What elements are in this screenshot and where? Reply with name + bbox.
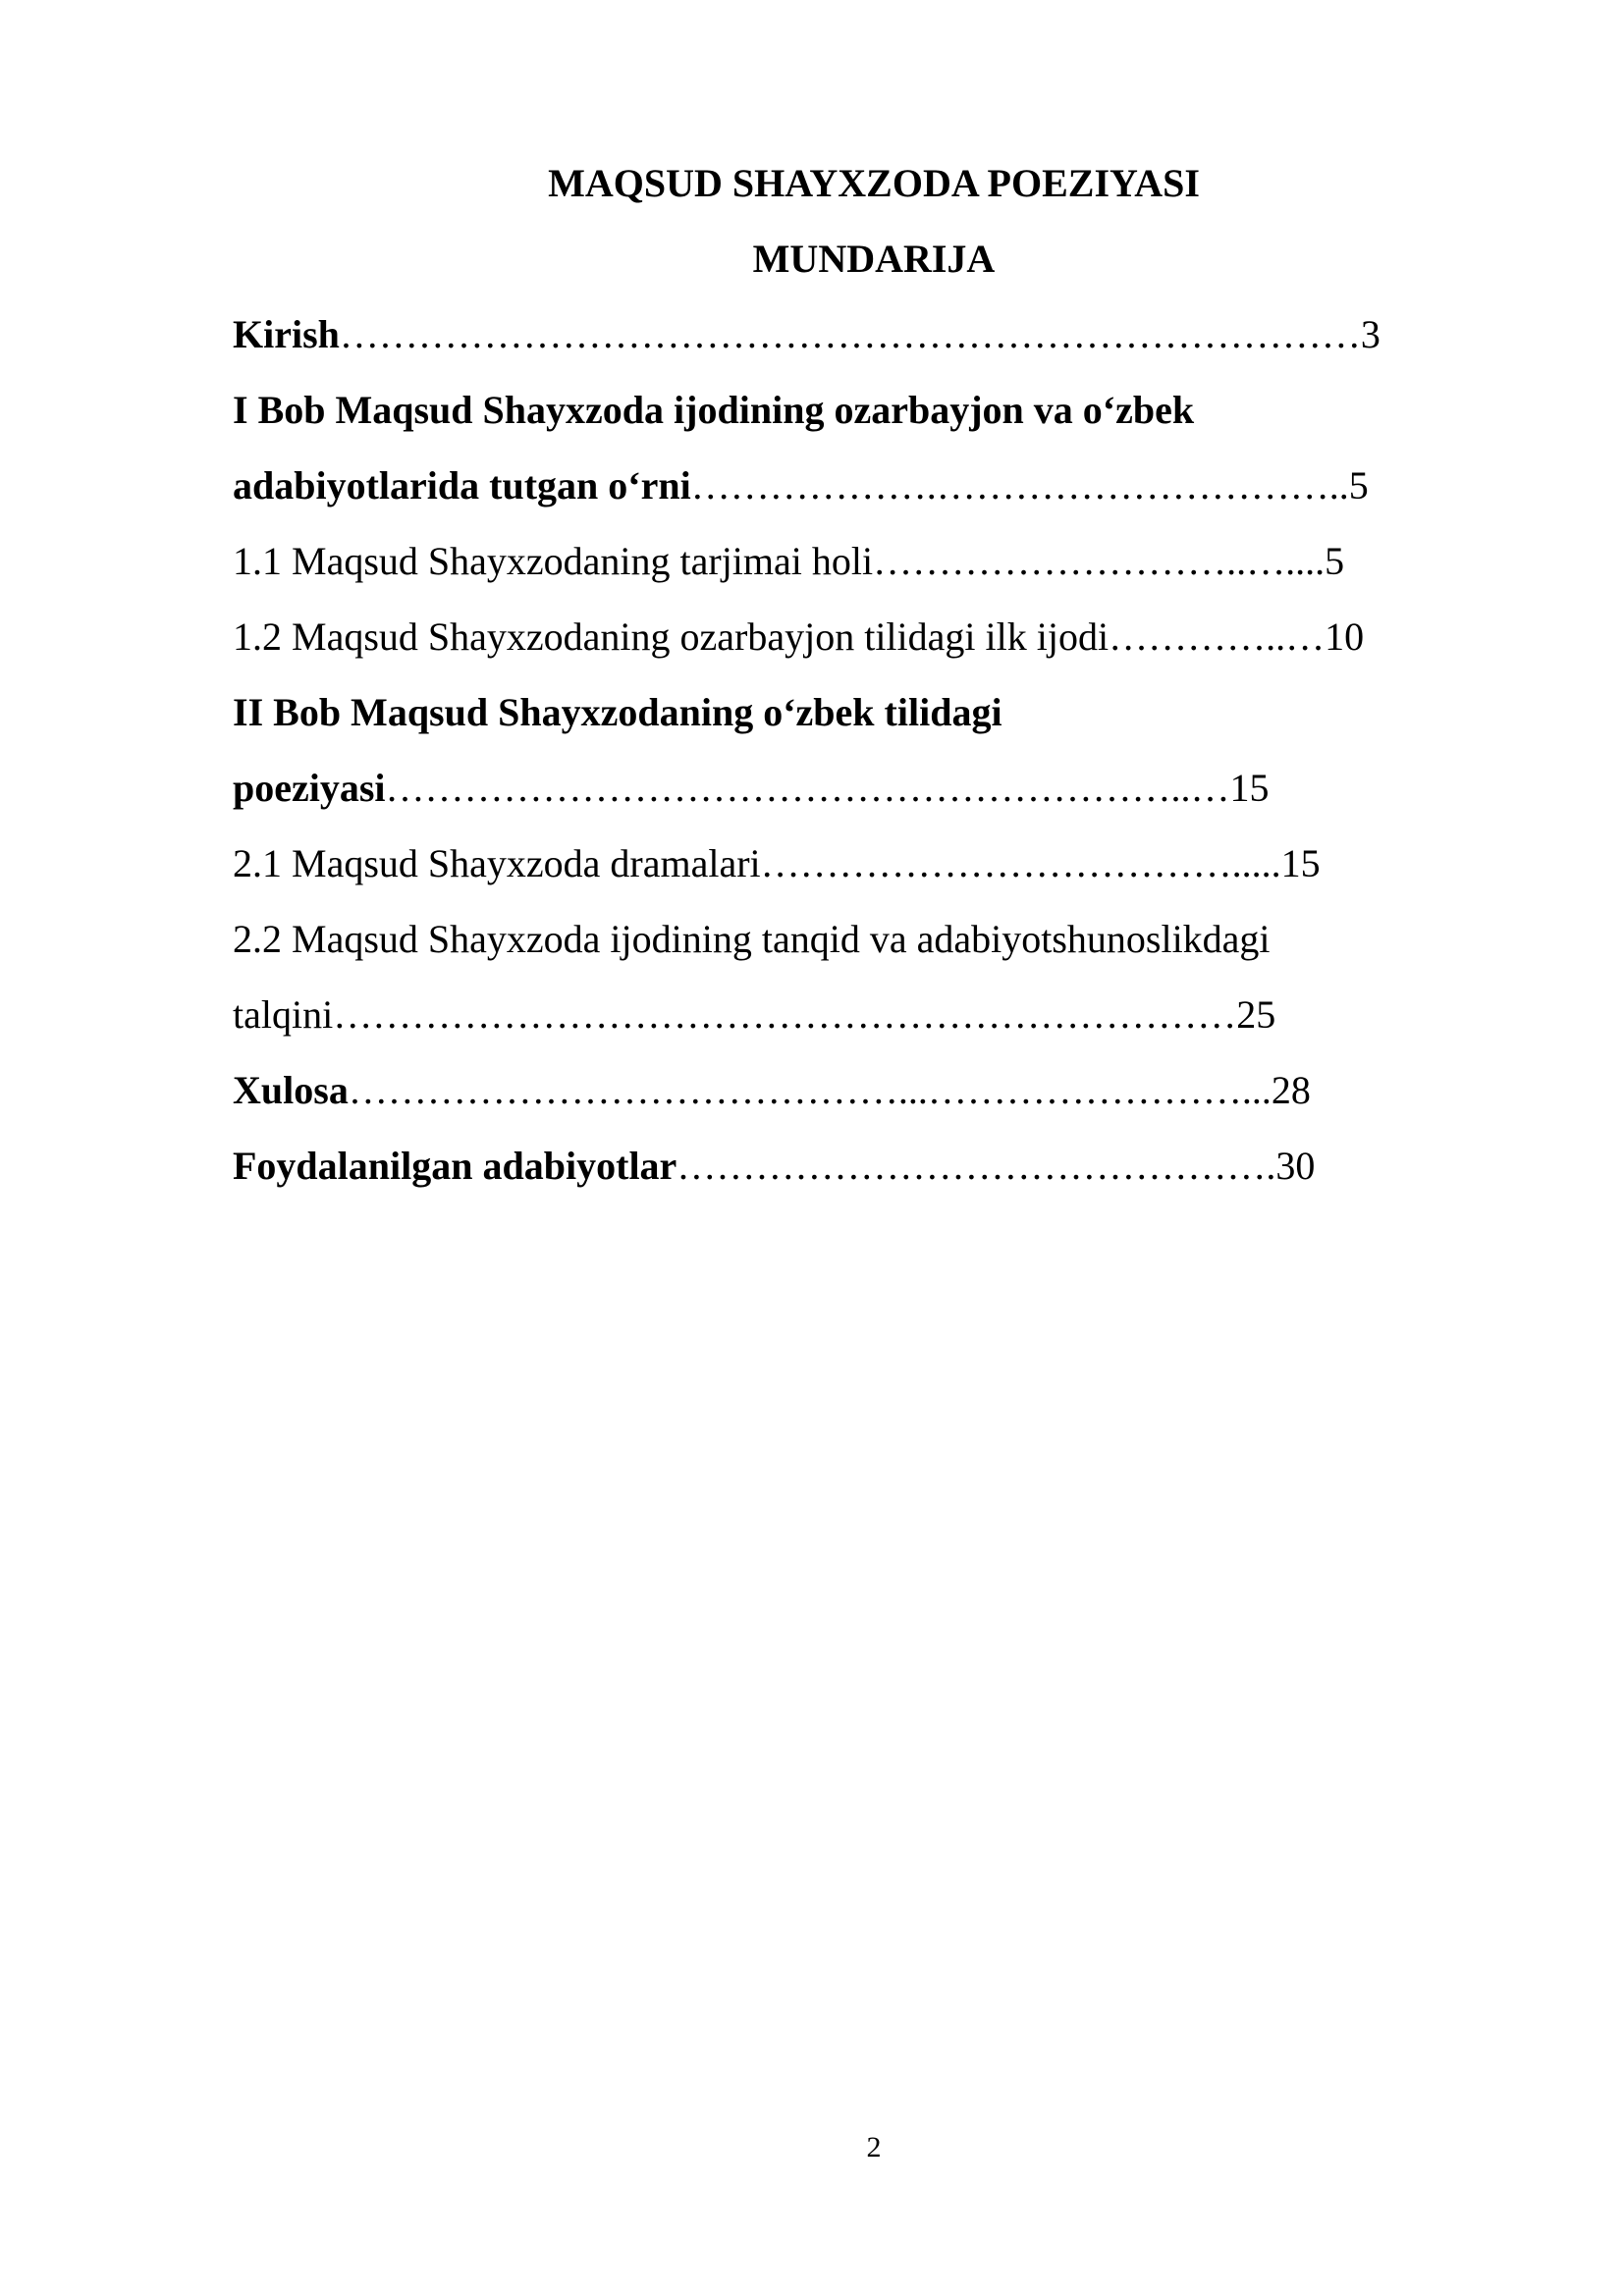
- toc-entry-chapter-1: [233, 387, 1194, 434]
- toc-entry-leader: ……………….…………………………..5: [690, 463, 1369, 507]
- toc-entry-leader: ……………………………………...……………………...28: [348, 1068, 1311, 1112]
- toc-entry-xulosa: [233, 1067, 1311, 1114]
- toc-entry-title: Xulosa: [233, 1068, 349, 1112]
- toc-entry-text: 1.1 Maqsud Shayxzodaning tarjimai holi………………………..…....5: [233, 539, 1345, 583]
- document-title: MAQSUD SHAYXZODA POEZIYASI: [548, 161, 1200, 205]
- toc-entry-section-2-2-cont: [233, 991, 1275, 1039]
- page-number: 2: [866, 2131, 882, 2163]
- toc-entry-leader: ……………………………………………………..…15: [385, 766, 1270, 810]
- toc-entry-kirish: [233, 311, 1380, 358]
- toc-entry-section-2-2: [233, 916, 1271, 963]
- toc-entry-leader: ……………………………………….30: [677, 1144, 1316, 1188]
- toc-entry-text: 2.2 Maqsud Shayxzoda ijodining tanqid va adabiyotshunoslikdagi: [233, 917, 1271, 961]
- toc-entry-title: II Bob Maqsud Shayxzodaning o‘zbek tilidagi: [233, 690, 1002, 734]
- toc-entry-leader: ……………………………………………………………………3: [339, 312, 1380, 356]
- toc-entry-references: [233, 1143, 1315, 1190]
- toc-entry-text: talqini……………………………………………………………25: [233, 992, 1276, 1037]
- toc-entry-text: 2.1 Maqsud Shayxzoda dramalari……………………………….....15: [233, 841, 1321, 885]
- toc-entry-section-1-2: [233, 614, 1364, 661]
- toc-heading: MUNDARIJA: [752, 237, 996, 281]
- toc-entry-title: I Bob Maqsud Shayxzoda ijodining ozarbayjon va o‘zbek: [233, 388, 1195, 432]
- toc-entry-chapter-2-cont: [233, 765, 1270, 812]
- toc-entry-text: 1.2 Maqsud Shayxzodaning ozarbayjon tilidagi ilk ijodi…………..…10: [233, 614, 1365, 659]
- toc-entry-title: adabiyotlarida tutgan o‘rni: [233, 463, 691, 507]
- toc-entry-section-1-1: [233, 538, 1344, 585]
- toc-entry-section-2-1: [233, 840, 1321, 887]
- toc-entry-title: Kirish: [233, 312, 340, 356]
- toc-entry-title: poeziyasi: [233, 766, 386, 810]
- toc-entry-chapter-2: [233, 689, 1002, 736]
- toc-entry-title: Foydalanilgan adabiyotlar: [233, 1144, 677, 1188]
- toc-entry-chapter-1-cont: [233, 462, 1369, 509]
